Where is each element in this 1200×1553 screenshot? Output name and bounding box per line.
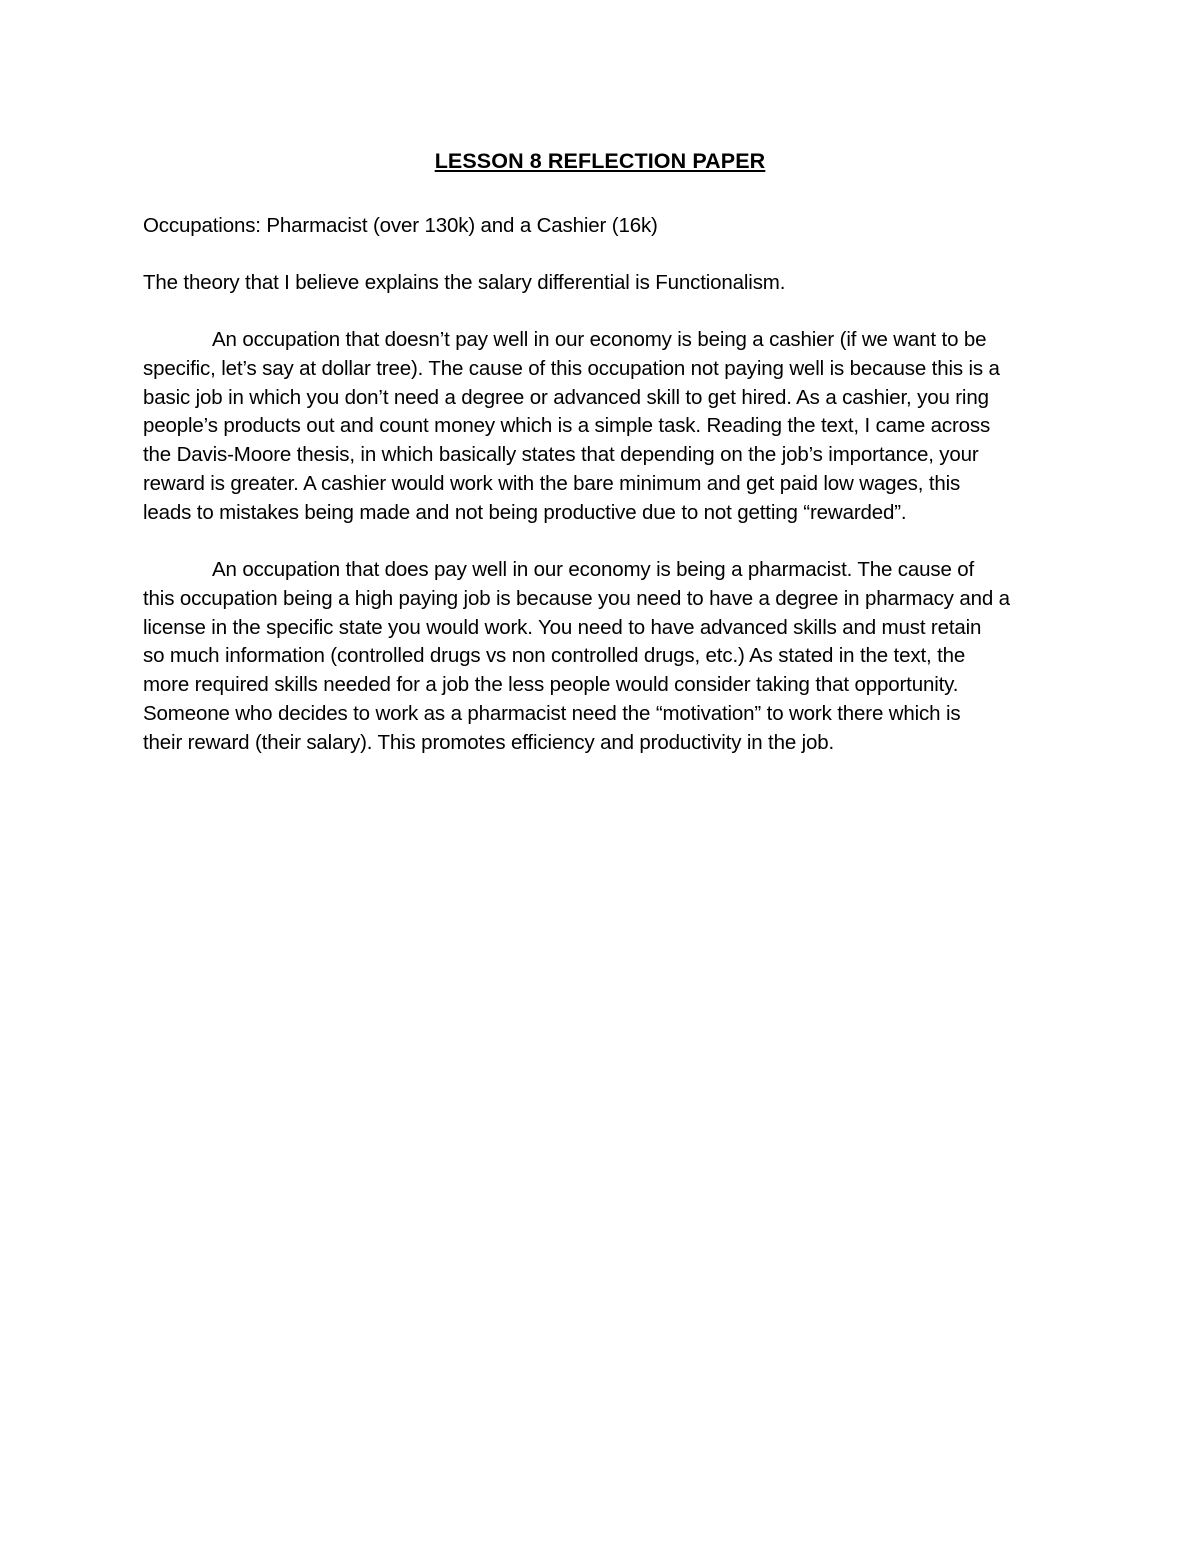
paragraph-line: Someone who decides to work as a pharmacist need the “motivation” to work there which is (143, 701, 961, 725)
paragraph-line: An occupation that doesn’t pay well in our economy is being a cashier (if we want to be (212, 328, 987, 351)
paragraph-pharmacist (143, 556, 1063, 758)
paragraph-line: more required skills needed for a job the less people would consider taking that opportunity. (143, 673, 959, 697)
paragraph-cashier (143, 326, 1063, 528)
paragraph-line: An occupation that does pay well in our economy is being a pharmacist. The cause of (212, 558, 975, 581)
paragraph-line: their reward (their salary). This promotes efficiency and productivity in the job. (143, 730, 835, 754)
occupations-line: Occupations: Pharmacist (over 130k) and a Cashier (16k) (143, 214, 658, 237)
paragraph-line: basic job in which you don’t need a degree or advanced skill to get hired. As a cashier, you ring (143, 385, 989, 409)
paragraph-line: specific, let’s say at dollar tree). The cause of this occupation not paying well is because this is a (143, 356, 1000, 380)
theory-line: The theory that I believe explains the salary differential is Functionalism. (143, 271, 786, 294)
paragraph-line: leads to mistakes being made and not being productive due to not getting “rewarded”. (143, 500, 907, 524)
paragraph-line: this occupation being a high paying job is because you need to have a degree in pharmacy and a (143, 586, 1010, 610)
document-title: LESSON 8 REFLECTION PAPER (434, 149, 766, 173)
paragraph-line: license in the specific state you would work. You need to have advanced skills and must retain (143, 615, 982, 639)
paragraph-line: so much information (controlled drugs vs non controlled drugs, etc.) As stated in the text, the (143, 644, 966, 668)
paragraph-line: reward is greater. A cashier would work with the bare minimum and get paid low wages, this (143, 471, 961, 495)
paragraph-line: the Davis-Moore thesis, in which basically states that depending on the job’s importance, your (143, 443, 979, 467)
paragraph-line: people’s products out and count money which is a simple task. Reading the text, I came across (143, 414, 991, 438)
